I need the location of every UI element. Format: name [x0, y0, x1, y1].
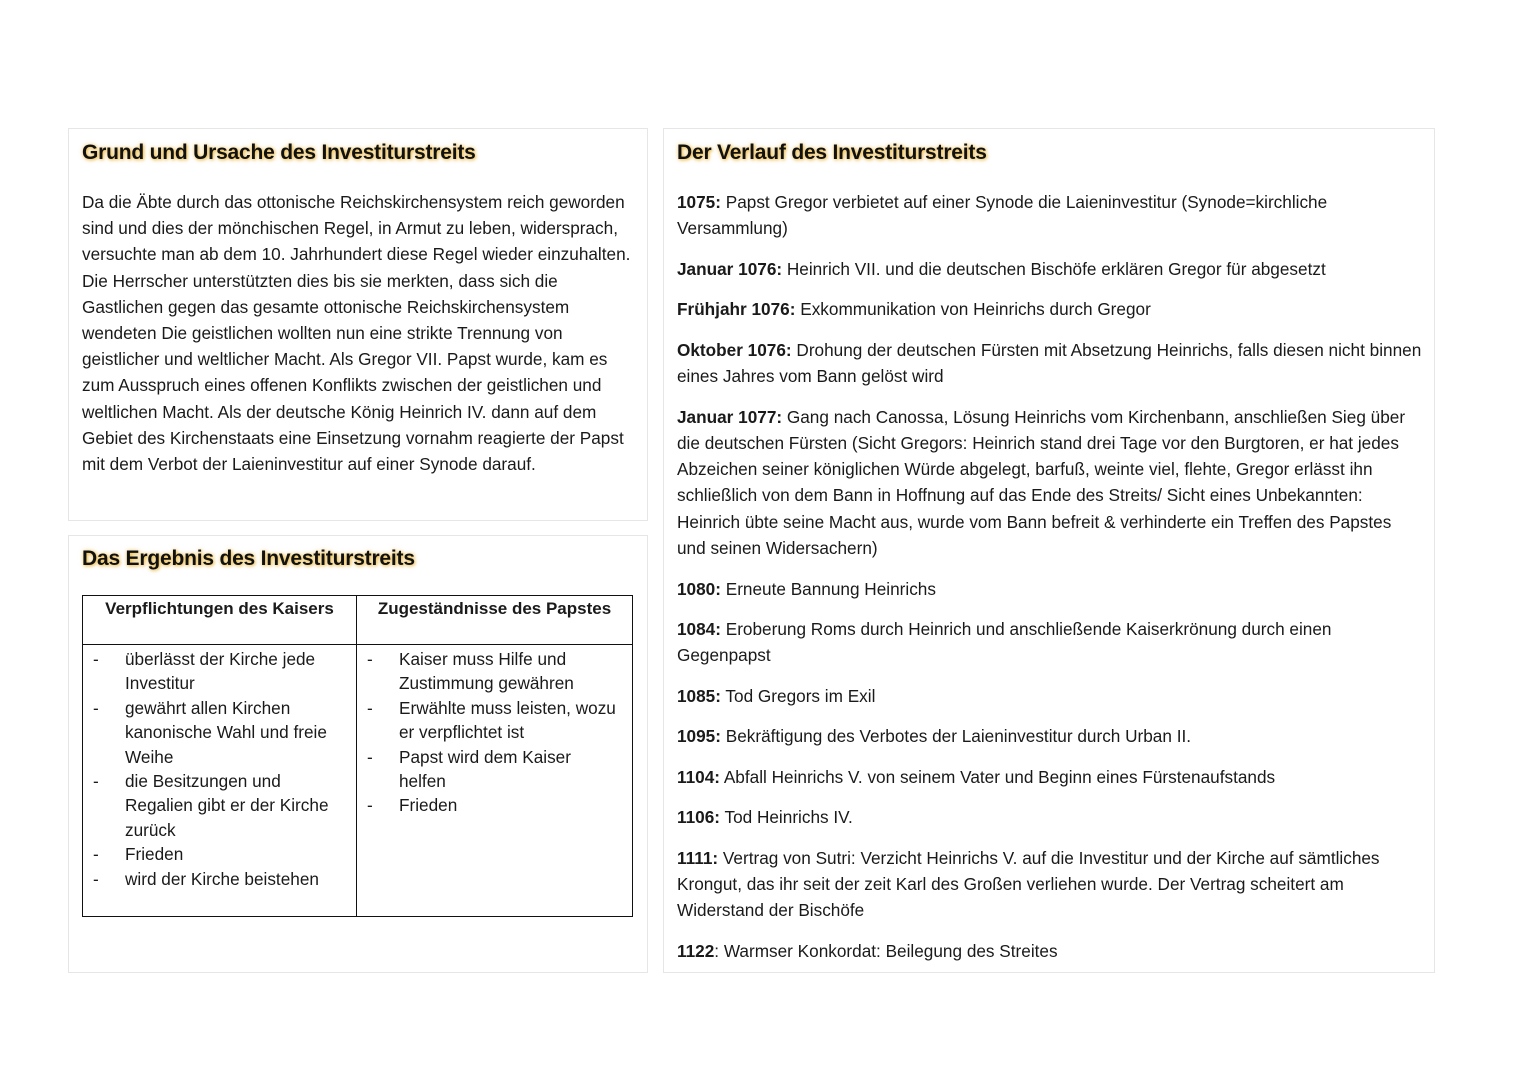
- ergebnis-heading: Das Ergebnis des Investiturstreits: [82, 547, 415, 570]
- kaiser-item: [91, 842, 344, 866]
- kaiser-item: [91, 647, 344, 696]
- event-date: 1080:: [677, 578, 721, 599]
- result-table: [82, 595, 633, 917]
- event-text: : Warmser Konkordat: Beilegung des Streites: [714, 940, 1058, 961]
- bullet-dash: -: [367, 746, 373, 767]
- table-header-papst: Zugeständnisse des Papstes: [357, 596, 632, 645]
- event-text: Abfall Heinrichs V. von seinem Vater und Beginn eines Fürstenaufstands: [720, 766, 1276, 787]
- event-date: Januar 1076:: [677, 258, 783, 279]
- timeline-event: [677, 804, 1422, 830]
- papst-item-text: Kaiser muss Hilfe und Zustimmung gewähren: [399, 649, 574, 694]
- kaiser-item: [91, 696, 344, 769]
- event-text: Vertrag von Sutri: Verzicht Heinrichs V. auf die Investitur und der Kirche auf sämtliches Krongut, das ihr seit der zeit Karl des Großen verliehen wurde. Der Vertrag scheitert am Widerstand der Bischöfe: [677, 847, 1380, 921]
- timeline-event: [677, 576, 1422, 602]
- timeline-event: [677, 683, 1422, 709]
- papst-item-text: Erwählte muss leisten, wozu er verpflichtet ist: [399, 697, 616, 743]
- papst-item: [365, 793, 620, 817]
- kaiser-item: [91, 867, 344, 891]
- event-text: Bekräftigung des Verbotes der Laieninvestitur durch Urban II.: [720, 726, 1192, 747]
- table-cell-papst: [357, 645, 632, 916]
- verlauf-heading: Der Verlauf des Investiturstreits: [677, 141, 987, 164]
- event-date: 1095:: [677, 726, 721, 747]
- bullet-dash: -: [93, 697, 99, 718]
- kaiser-item-text: wird der Kirche beistehen: [125, 868, 319, 889]
- event-text: Erneute Bannung Heinrichs: [720, 578, 936, 599]
- papst-item-text: Frieden: [399, 795, 458, 816]
- event-text: Drohung der deutschen Fürsten mit Absetzung Heinrichs, falls diesen nicht binnen eines Jahres vom Bann gelöst wird: [677, 339, 1422, 387]
- bullet-dash: -: [93, 868, 99, 889]
- event-date: Oktober 1076:: [677, 339, 792, 360]
- section-grund: [68, 128, 648, 521]
- timeline-event: [677, 256, 1422, 282]
- timeline-event: [677, 337, 1422, 390]
- event-date: Januar 1077:: [677, 406, 783, 427]
- timeline-event: [677, 616, 1422, 669]
- timeline-event: [677, 845, 1422, 924]
- event-text: Eroberung Roms durch Heinrich und anschließende Kaiserkrönung durch einen Gegenpapst: [677, 618, 1332, 666]
- event-text: Papst Gregor verbietet auf einer Synode die Laieninvestitur (Synode=kirchliche Versammlung): [677, 192, 1328, 239]
- timeline-event: [677, 296, 1422, 322]
- timeline-event: [677, 764, 1422, 790]
- event-date: 1106:: [677, 807, 721, 828]
- kaiser-list: [91, 647, 344, 891]
- event-date: 1075:: [677, 192, 721, 212]
- event-date: 1122: [677, 940, 715, 961]
- event-date: Frühjahr 1076:: [677, 299, 796, 320]
- grund-heading: Grund und Ursache des Investiturstreits: [82, 141, 476, 164]
- timeline-event: [677, 404, 1422, 562]
- section-ergebnis: [68, 535, 648, 973]
- event-text: Tod Gregors im Exil: [720, 685, 876, 706]
- kaiser-item-text: überlässt der Kirche jede Investitur: [125, 649, 316, 694]
- kaiser-item: [91, 769, 344, 842]
- event-text: Tod Heinrichs IV.: [720, 807, 853, 828]
- kaiser-item-text: gewährt allen Kirchen kanonische Wahl und freie Weihe: [125, 697, 327, 767]
- papst-item-text: Papst wird dem Kaiser helfen: [399, 746, 571, 792]
- kaiser-item-text: Frieden: [125, 844, 184, 865]
- event-text: Exkommunikation von Heinrichs durch Gregor: [795, 299, 1151, 320]
- timeline-list: [677, 189, 1422, 978]
- grund-paragraph: Da die Äbte durch das ottonische Reichskirchensystem reich geworden sind und dies der mönchischen Regel, in Armut zu leben, widersprach, versuchte man ab dem 10. Jahrhundert diese Regel wieder einzuhalten. Die Herrscher unterstützten dies bis sie merkten, dass sich die Gastlichen gegen das gesamte ottonische Reichskirchensystem wendeten Die geistlichen wollten nun eine strikte Trennung von geistlicher und weltlicher Macht. Als Gregor VII. Papst wurde, kam es zum Ausspruch eines offenen Konflikts zwischen der geistlichen und weltlichen Macht. Als der deutsche König Heinrich IV. dann auf dem Gebiet des Kirchenstaats eine Einsetzung vornahm reagierte der Papst mit dem Verbot der Laieninvestitur auf einer Synode darauf.: [82, 192, 631, 475]
- bullet-dash: -: [93, 771, 99, 792]
- timeline-event: [677, 189, 1422, 242]
- papst-item: [365, 647, 620, 696]
- table-header-kaiser: Verpflichtungen des Kaisers: [83, 596, 357, 645]
- event-text: Gang nach Canossa, Lösung Heinrichs vom Kirchenbann, anschließen Sieg über die deutschen Fürsten (Sicht Gregors: Heinrich stand drei Tage vor den Burgtoren, er hat jedes Abzeichen seiner königlichen Würde abgelegt, barfuß, weinte viel, flehte, Gregor erlässt ihn schließlich von dem Bann in Hoffnung auf das Ende des Streits/ Sicht eines Unbekannten: Heinrich übte seine Macht aus, wurde vom Bann befreit & verhinderte ein Treffen des Papstes und seinen Widersachern): [677, 406, 1406, 559]
- event-date: 1085:: [677, 685, 721, 706]
- bullet-dash: -: [93, 844, 99, 865]
- bullet-dash: -: [367, 795, 373, 816]
- kaiser-item-text: die Besitzungen und Regalien gibt er der Kirche zurück: [125, 771, 329, 840]
- timeline-event: [677, 723, 1422, 749]
- timeline-event: [677, 938, 1422, 964]
- bullet-dash: -: [93, 649, 99, 669]
- bullet-dash: -: [367, 697, 373, 718]
- section-verlauf: [663, 128, 1435, 973]
- papst-item: [365, 745, 620, 794]
- event-date: 1084:: [677, 618, 721, 639]
- event-text: Heinrich VII. und die deutschen Bischöfe erklären Gregor für abgesetzt: [782, 258, 1326, 279]
- event-date: 1111:: [677, 847, 719, 868]
- bullet-dash: -: [367, 649, 373, 669]
- table-cell-kaiser: [83, 645, 357, 916]
- event-date: 1104:: [677, 766, 721, 787]
- papst-item: [365, 696, 620, 745]
- papst-list: [365, 647, 620, 818]
